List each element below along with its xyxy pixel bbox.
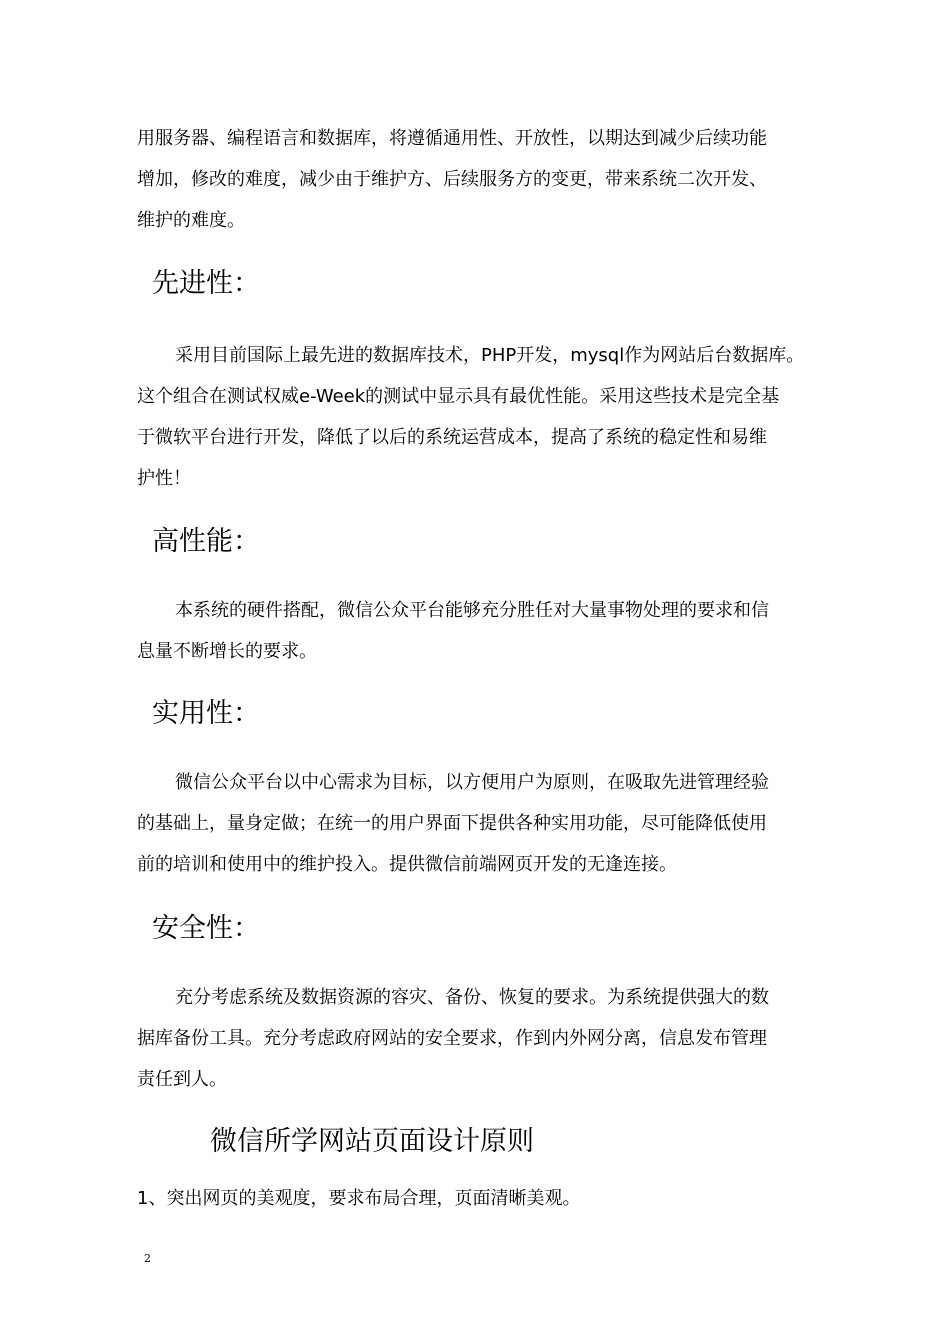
intro-line-2: 增加，修改的难度，减少由于维护方、后续服务方的变更，带来系统二次开发、 xyxy=(137,169,767,190)
advanced-line-1: 采用目前国际上最先进的数据库技术，PHP开发，mysql作为网站后台数据库。 xyxy=(175,345,805,366)
paragraph-performance xyxy=(137,590,837,672)
performance-line-2: 息量不断增长的要求。 xyxy=(137,641,317,662)
advanced-line-3: 于微软平台进行开发，降低了以后的系统运营成本，提高了系统的稳定性和易维 xyxy=(137,427,767,448)
security-line-2: 据库备份工具。充分考虑政府网站的安全要求，作到内外网分离，信息发布管理 xyxy=(137,1028,767,1049)
practicality-line-1: 微信公众平台以中心需求为目标，以方便用户为原则，在吸取先进管理经验 xyxy=(175,772,769,793)
design-principles-item xyxy=(137,1178,837,1219)
advanced-line-2: 这个组合在测试权威e-Week的测试中显示具有最优性能。采用这些技术是完全基 xyxy=(137,386,780,407)
advanced-line-4: 护性！ xyxy=(137,468,191,489)
heading-practicality: 实用性： xyxy=(152,698,260,729)
intro-line-1: 用服务器、编程语言和数据库，将遵循通用性、开放性，以期达到减少后续功能 xyxy=(137,128,767,149)
design-principles-title: 微信所学网站页面设计原则 xyxy=(210,1126,534,1157)
security-line-3: 责任到人。 xyxy=(137,1069,227,1090)
heading-advanced: 先进性： xyxy=(152,268,260,299)
design-item-1: 1、突出网页的美观度，要求布局合理，页面清晰美观。 xyxy=(137,1188,581,1209)
heading-performance: 高性能： xyxy=(152,526,260,557)
paragraph-advanced xyxy=(137,335,837,499)
heading-security: 安全性： xyxy=(152,913,260,944)
page-number: 2 xyxy=(144,1252,151,1265)
intro-line-3: 维护的难度。 xyxy=(137,210,245,231)
paragraph-practicality xyxy=(137,762,837,885)
practicality-line-2: 的基础上，量身定做；在统一的用户界面下提供各种实用功能，尽可能降低使用 xyxy=(137,813,767,834)
security-line-1: 充分考虑系统及数据资源的容灾、备份、恢复的要求。为系统提供强大的数 xyxy=(175,987,769,1008)
intro-paragraph xyxy=(137,118,837,241)
paragraph-security xyxy=(137,977,837,1100)
performance-line-1: 本系统的硬件搭配，微信公众平台能够充分胜任对大量事物处理的要求和信 xyxy=(175,600,769,621)
practicality-line-3: 前的培训和使用中的维护投入。提供微信前端网页开发的无逢连接。 xyxy=(137,854,677,875)
